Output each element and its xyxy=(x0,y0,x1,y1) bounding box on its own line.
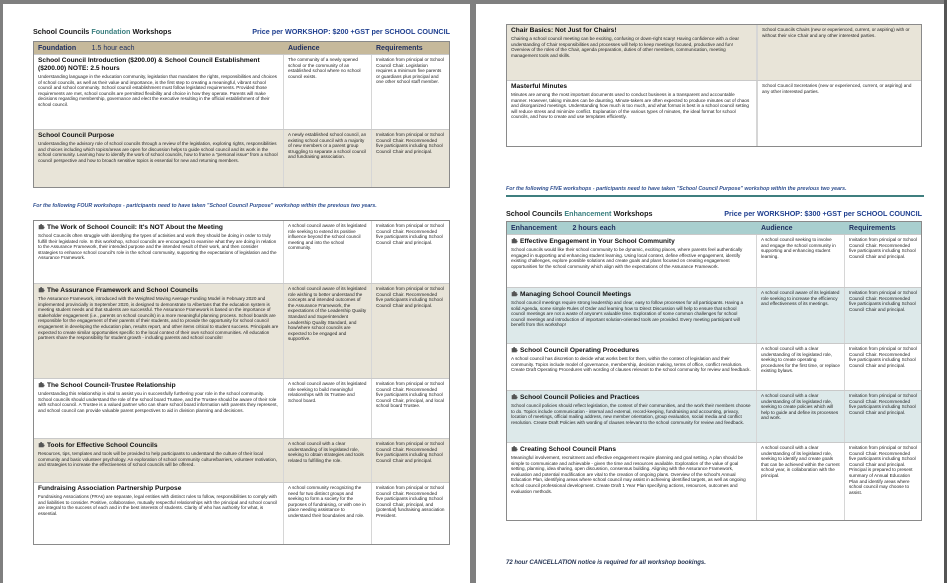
row-title: School Council Introduction ($200.00) & School Council Establishment ($200.00) NOTE: 2.5 hours xyxy=(38,57,260,72)
row-desc: Minutes are among the most important documents used to conduct business in a transparent and accountable manner. However, taking minutes can be daunting. Minute-takers are often expected to produce minutes out of chaos and disorganized meetings. Understanding how much is too much, and what format is best in a school council setting will reduce stress and minimize conflict. Explanation of the various types of minutes, the ideal format for school councils, and how to create and use templates efficiently. xyxy=(511,92,750,120)
puzzle-icon xyxy=(511,237,518,244)
row-title: Creating School Council Plans xyxy=(520,446,616,453)
row-audience: The community of a newly opened school or the community of an established school where no school council exists. xyxy=(284,55,372,129)
table-row xyxy=(34,438,449,482)
row-audience: School Councils Chairs (new or experienced, current, or aspiring) with or without their vice Chair and any other interested parties. xyxy=(757,25,921,80)
row-requirements: Invitation from principal or School Council Chair. Recommended five participants including School Council Chair and principal. xyxy=(849,290,917,312)
header-series: Enhancement xyxy=(564,209,612,218)
puzzle-icon xyxy=(511,290,518,297)
row-requirements: Invitation from principal or School Council Chair. Recommended five participants including School Council Chair and principal. xyxy=(376,132,444,154)
row-desc: School council policies should reflect legislation, the context of their communities, and the work their members choose to do. Topics include communication - internal and external, record-keeping, fundraising and accounting, privacy, location of meetings, official mailing address, new member orientation, group evaluation, social media and conflict resolution. Create Draft Policies with wording of clauses relevant to the school community for review and feedback. xyxy=(511,403,751,425)
table-row xyxy=(507,442,921,520)
row-audience: A school council with a clear understanding of its legislated role, seeking to create operating procedures for the first time, or replace existing bylaws. xyxy=(757,344,845,390)
price-label: Price per WORKSHOP: $300 +GST per SCHOOL COUNCIL xyxy=(724,209,922,218)
table-row xyxy=(34,378,449,438)
divider xyxy=(506,195,924,197)
row-desc: Understanding the advisory role of school councils through a review of the legislation, exploring rights, responsibilities and choices including which topics/areas are open for discussion helps to guide school council and its work in the school community. Learning how to identify the work of school councils, how to frame a "personal issue" from a school council perspective and how to broach sensitive topics is essential for new and returning members. xyxy=(38,141,278,163)
col-enhancement: Enhancement 2 hours each xyxy=(511,224,616,232)
foundation-table xyxy=(33,41,450,188)
header-suffix: Workshops xyxy=(613,209,653,218)
price-label: Price per WORKSHOP: $200 +GST per SCHOOL COUNCIL xyxy=(252,27,450,36)
puzzle-icon xyxy=(38,223,45,230)
table-row xyxy=(507,80,921,146)
col-foundation: Foundation 1.5 hour each xyxy=(38,44,135,52)
puzzle-icon xyxy=(38,441,45,448)
table-row xyxy=(507,343,921,390)
continued-table xyxy=(506,24,922,147)
row-title: The Work of School Council: It's NOT About the Meeting xyxy=(47,224,223,231)
table-row xyxy=(34,221,449,283)
table-row xyxy=(34,283,449,378)
row-desc: School councils would like their school community to be dynamic, exciting places, where parents feel authentically engaged in supporting and enhancing student learning. Using local context, define effective engagement, identify existing challenges, explore possible solutions and create goals and plans focused on creating engagement opportunities for the school community which align with the expectations of the Assurance Framework. xyxy=(511,247,743,269)
header-prefix: School Councils xyxy=(33,27,90,36)
col-audience: Audience xyxy=(761,224,793,232)
puzzle-icon xyxy=(38,381,45,388)
row-audience: A school council aware of its legislated role seeking to extend its positive influence beyond the school council meeting and into the school community. xyxy=(284,221,372,283)
row-requirements: Invitation from principal or School Council Chair. Recommended five participants including School Council Chair, principal, and (potential) fundraising association President. xyxy=(376,485,445,518)
puzzle-icon xyxy=(511,393,518,400)
col-audience: Audience xyxy=(288,44,320,52)
row-title: The School Council-Trustee Relationship xyxy=(47,382,176,389)
row-audience: A school council aware of its legislated role seeking to build meaningful relationships with its Trustee and School board. xyxy=(284,379,372,438)
row-requirements: Invitation from principal or School Council Chair. Legislation requires a minimum five parents or guardians plus principal and one other school staff member. xyxy=(376,57,444,85)
table-row xyxy=(507,25,921,80)
row-title: School Council Purpose xyxy=(38,132,115,139)
cancellation-notice: 72 hour CANCELLATION notice is required for all workshop bookings. xyxy=(506,560,706,566)
row-title: Effective Engagement in Your School Community xyxy=(520,238,675,245)
row-title: School Council Policies and Practices xyxy=(520,394,640,401)
row-desc: Understanding language in the education community, legislation that mandates the rights, responsibilities and choices of school councils, as well as their value and importance, is the first step to creating a meaningful, vibrant school council and school community. School council establishment must follow legislated requirements. Provided those requirements are met, school councils are permitted flexibility and choice in how they operate. Parents will make decisions regarding membership, governance and elect the executive resulting in the official establishment of their school council. xyxy=(38,74,277,107)
row-desc: Meaningful involvement, recruitment and effective engagement require planning and goal setting. A plan should be simple to communicate and achievable - given the time and resources available. Exploration of the value of goal setting, planning, idea sharing, open discussion, consensus building. Aligning with the Assurance Framework, evaluation and potential modification are vital to the creation of ongoing plans. Overview of the school's Annual Education Plan, identifying areas where school council may assist in achieving identified targets, as well as ongoing school council professional development. Create Draft 1 Year Plan specifying actions, resources, outcomes and evaluation methods. xyxy=(511,455,746,494)
row-audience: A newly established school council, an existing school council with a majority of new members or a parent group struggling to separate a school council and fundraising association. xyxy=(284,130,372,187)
five-workshops-note: For the following FIVE workshops - participants need to have taken "School Council Purpose" workshop within the previous two years. xyxy=(506,186,847,192)
header-suffix: Workshops xyxy=(132,27,172,36)
puzzle-icon xyxy=(38,286,45,293)
enhancement-table xyxy=(506,221,922,521)
row-title: Managing School Council Meetings xyxy=(520,291,631,298)
row-audience: A school council with a clear understanding of its legislated role, seeking to identify and create goals that can be achieved within the current school year, in collaboration with the principal. xyxy=(757,443,845,520)
row-requirements: Invitation from principal or School Council Chair. Recommended five participants including School Council Chair and principal. xyxy=(376,286,444,308)
row-audience: A school council aware of its legislated role seeking to increase the efficiency and effectiveness of its meetings. xyxy=(757,288,845,343)
row-title: Masterful Minutes xyxy=(511,83,568,90)
row-title: Fundraising Association Partnership Purpose xyxy=(38,485,182,492)
row-audience: A school council with a clear understanding of its legislated role, seeking to obtain strategies and tools related to fulfilling the role. xyxy=(284,439,372,482)
puzzle-icon xyxy=(511,445,518,452)
foundation-header xyxy=(33,27,450,36)
table-row xyxy=(34,482,449,544)
row-title: School Council Operating Procedures xyxy=(520,347,640,354)
enhancement-header xyxy=(506,209,922,218)
row-desc: School Councils often struggle with identifying the types of activities and work they should be doing in order to truly fulfill their legislated role. In this workshop, school councils are encouraged to examine what they are doing in relation to the Assurance Framework, their intended purpose and the intended result of their work, and then consider strategies to enhance school council's role in the school community, supporting the expectations of legislation and the Assurance Framework. xyxy=(38,233,277,261)
row-requirements: Invitation from principal or School Council Chair. Recommended five participants including School Council Chair and principal. xyxy=(376,223,444,245)
row-desc: School council meetings require strong leadership and clear, easy to follow processes for all participants. Having a solid Agenda, some simple Rules of Order and learning how to Direct Discussion will help to ensure that school council meetings are not a waste of anyone's valuable time. Exploration of some common challenges for school council meetings and introduction of important solution-oriented tools are provided. Every meeting participant will benefit from this workshop! xyxy=(511,300,744,328)
table-header xyxy=(34,42,449,54)
four-workshops-note: For the following FOUR workshops - participants need to have taken "School Council Purpose" workshop within the previous two years. xyxy=(33,203,377,209)
table-row xyxy=(507,287,921,343)
row-requirements: Invitation from principal or School Council Chair. Recommended five participants including School Council Chair and principal. xyxy=(849,393,917,415)
row-desc: The Assurance Framework, introduced with the Weighted Moving Average Funding Model in February 2020 and implemented provincially in September 2020, is designed to demonstrate to Albertans that the education system is meeting student needs and that students are successful. The Assurance Framework is based on the importance of stakeholder engagement (i.e., parents on school councils) in a more meaningful planning process. School boards are responsible for the engagement of their parents of their students, and to provide the opportunity for school council engagement in developing the education plan, results report, and other items critical to student success. Principals are expected to create similar opportunities specific to the local context of their own school communities. All education partners share the responsibility for student growth - including parents and school councils! xyxy=(38,296,279,341)
col-requirements: Requirements xyxy=(849,224,896,232)
row-title: Tools for Effective School Councils xyxy=(47,442,158,449)
table-row xyxy=(507,390,921,442)
workshops-table xyxy=(33,220,450,545)
row-desc: Understanding this relationship is vital to assist you in successfully furthering your role in the school community. School councils should understand the role of the school board Trustee, and the Trustee should be aware of their role with school council. A Trustee is a valued partner who can share school board information with parents they represent, and school council can provide valuable parent perspectives to aid in division planning and decisions. xyxy=(38,391,278,413)
row-audience: A school council with a clear understanding of its legislated role, seeking to create policies which will help to guide and define its processes and work. xyxy=(757,391,845,442)
table-row xyxy=(507,234,921,287)
page-2 xyxy=(476,4,944,583)
row-audience: A school community recognizing the need for two distinct groups and seeking to form a society for the purposes of fundraising, or with one in place needing assistance to understand their boundaries and role. xyxy=(284,483,372,544)
row-requirements: Invitation from principal or School Council Chair. Recommended five participants including School Council Chair and principal. Principal is prepared to present summary of Annual Education Plan and identify areas where school council may choose to assist. xyxy=(849,445,917,495)
table-row xyxy=(34,129,449,187)
puzzle-icon xyxy=(511,346,518,353)
table-header xyxy=(507,222,921,234)
col-requirements: Requirements xyxy=(376,44,423,52)
header-series: Foundation xyxy=(91,27,131,36)
row-audience: School Council Secretaries (new or experienced, current, or aspiring) and any other interested parties. xyxy=(757,81,921,146)
row-title: Chair Basics: Not Just for Chairs! xyxy=(511,27,617,34)
row-requirements: Invitation from principal or School Council Chair. Recommended five participants including School Council Chair, principal, and local school board Trustee. xyxy=(376,381,444,409)
row-desc: A school council has discretion to decide what works best for them, within the context of legislation and their community. Topics include model of governance, membership, decision making, terms of office, conflict resolution. Create Draft Operating Procedures with wording of clauses relevant to the school community for review and feedback. xyxy=(511,356,751,373)
table-row xyxy=(34,54,449,129)
header-prefix: School Councils xyxy=(506,209,563,218)
row-title: The Assurance Framework and School Councils xyxy=(47,287,199,294)
row-desc: Fundraising Associations (FRAs) are separate, legal entities with distinct rules to follow, responsibilities to comply with and liabilities to consider. Positive, collaborative, mutually respectful relationships with the principal and school council are integral to the success of each and in the best interests of students. Clarity of who has authority for what, is essential. xyxy=(38,494,278,516)
row-requirements: Invitation from principal or School Council Chair. Recommended five participants including School Council Chair and principal. xyxy=(849,237,917,259)
page-1 xyxy=(3,4,470,583)
row-audience: A school council seeking to involve and engage the school community in supporting and enhancing student learning. xyxy=(757,235,845,287)
row-desc: Resources, tips, templates and tools will be provided to help participants to understand the culture of their local community and basic volunteer psychology. An exploration of school community culture/barriers, volunteer motivation, and strategies to increase the effectiveness of school councils will be offered. xyxy=(38,451,277,468)
row-requirements: Invitation from principal or School Council Chair. Recommended five participants including School Council Chair and principal. xyxy=(849,346,917,368)
row-requirements: Invitation from principal or School Council Chair. Recommended five participants including School Council Chair and principal. xyxy=(376,441,444,463)
row-audience: A school council aware of its legislated role wishing to better understand the concepts and intended outcomes of the Assurance Framework, the expectations of the Leadership Quality Standard and Superintendent Leadership Quality Standard, and how/where school councils are expected to be engaged and supportive. xyxy=(284,284,372,378)
row-desc: Chairing a school council meeting can be exciting, confusing or down-right scary! Having confidence with a clear understanding of Chair responsibilities and processes will help to keep meetings focused, productive and fun! Overview of the roles of the Chair, agenda preparation, duties of other members, communication, meeting management tools and skills. xyxy=(511,36,740,58)
